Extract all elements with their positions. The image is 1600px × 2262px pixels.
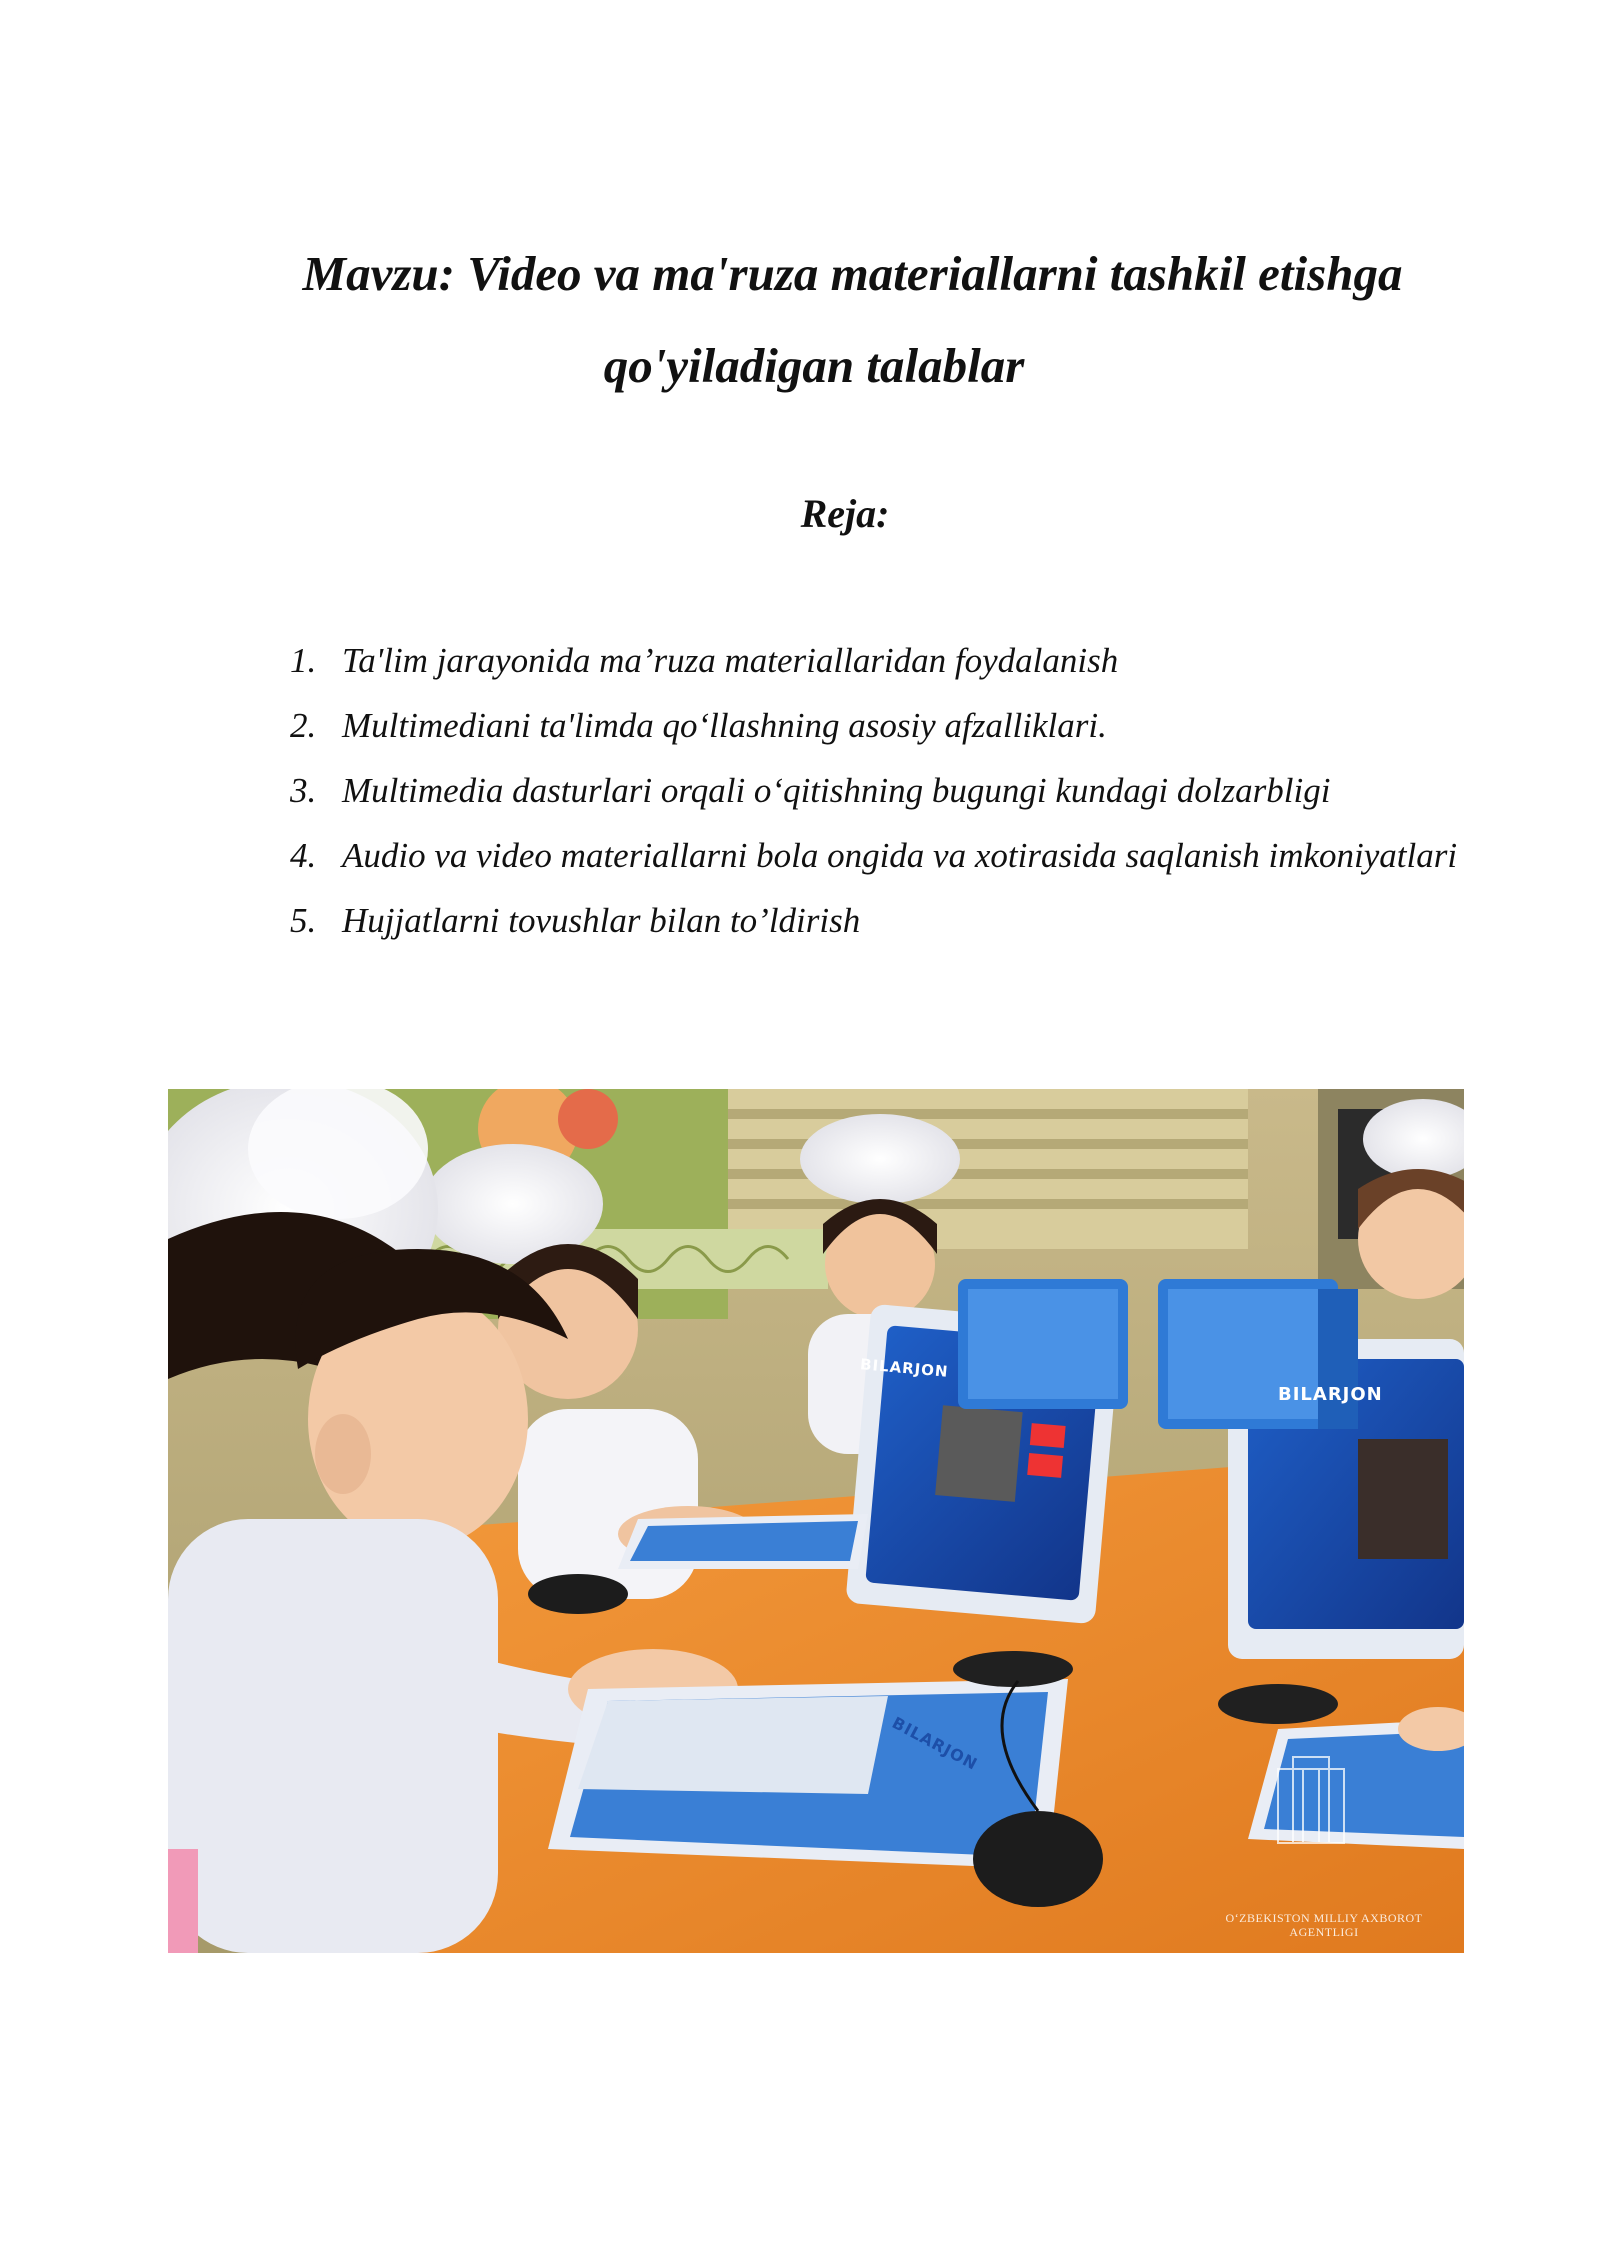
plan-item-number: 2. [290, 706, 317, 745]
classroom-photo-illustration [168, 1089, 1464, 1953]
title-line-2: qo'yiladigan talablar [603, 338, 1025, 393]
plan-item [290, 888, 1470, 953]
plan-item-text: Hujjatlarni tovushlar bilan to’ldirish [342, 901, 861, 940]
toy-laptop-brand-label: BILARJON [1278, 1384, 1383, 1405]
watermark-line-1: O‘ZBEKISTON MILLIY AXBOROT [1225, 1911, 1423, 1925]
document-title [0, 228, 1600, 412]
plan-list [290, 628, 1470, 953]
plan-item [290, 693, 1470, 758]
title-line-1: Mavzu: Video va ma'ruza materiallarni tashkil etishga [302, 246, 1403, 301]
photo-watermark [1204, 1911, 1444, 1939]
mouse-front [973, 1811, 1103, 1907]
plan-item-number: 1. [290, 641, 317, 680]
toy-laptop-brand-label: BILARJON [889, 1713, 981, 1774]
plan-item-number: 5. [290, 901, 317, 940]
plan-item-text: Ta'lim jarayonida ma’ruza materiallaridan foydalanish [342, 641, 1119, 680]
plan-item [290, 628, 1470, 693]
chair [168, 1849, 198, 1953]
child-back-right [1358, 1099, 1464, 1299]
plan-item-number: 3. [290, 771, 317, 810]
plan-item-text: Multimediani ta'limda qo‘llashning asosiy afzalliklari. [342, 706, 1107, 745]
toy-laptop-brand-label: BILARJON [859, 1355, 950, 1381]
plan-item [290, 823, 1470, 888]
classroom-photo [168, 1089, 1464, 1953]
back-monitors [958, 1279, 1358, 1429]
watermark-line-2: AGENTLIGI [1289, 1925, 1359, 1939]
plan-heading: Reja: [800, 491, 890, 536]
toy-laptop-back [618, 1514, 868, 1569]
plan-item-text: Multimedia dasturlari orqali o‘qitishning bugungi kundagi dolzarbligi [342, 771, 1331, 810]
plan-item-text: Audio va video materiallarni bola ongida va xotirasida saqlanish imkoniyatlari [342, 836, 1458, 875]
plan-item-number: 4. [290, 836, 317, 875]
plan-item [290, 758, 1470, 823]
mouse-left [528, 1574, 628, 1614]
